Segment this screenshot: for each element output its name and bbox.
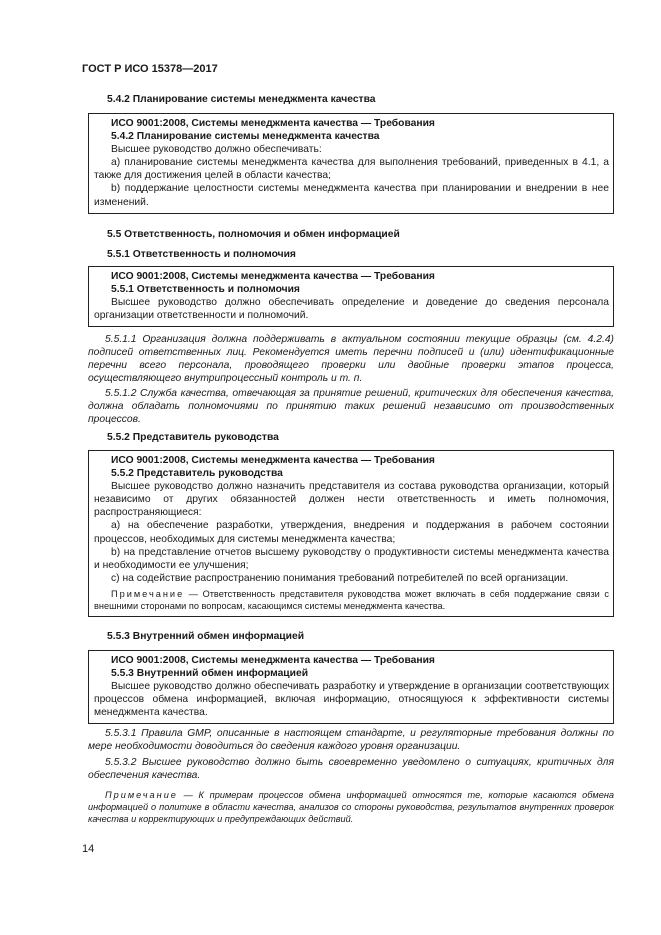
box-paragraph: b) поддержание целостности системы менеджмента качества при планировании и внедрении в нее изменений. [94,183,609,208]
paragraph-5-5-1-2: 5.5.1.2 Служба качества, отвечающая за принятие решений, критических для обеспечения качества, должна обладать полномочиями по принятию таких решений независимо от производственных процессов. [88,388,614,426]
box-standard-ref: ИСО 9001:2008, Системы менеджмента качества — Требования [111,271,435,282]
box-standard-ref: ИСО 9001:2008, Системы менеджмента качества — Требования [111,655,435,666]
box-paragraph: Высшее руководство должно обеспечивать: [111,144,322,156]
iso-quote-box-5-5-1 [88,266,614,327]
iso-quote-box-5-5-3 [88,650,614,724]
note-text: — К примерам процессов обмена информацией относятся те, которые касаются обмена информацией о политике в области качества, анализов со стороны руководства, результатов внутренних проверок качества и корректирующих и предупреждающих действий. [88,790,614,824]
box-clause-title: 5.5.1 Ответственность и полномочия [111,284,300,296]
paragraph-5-5-1-1: 5.5.1.1 Организация должна поддерживать в актуальном состоянии текущие образцы (см. 4.2.4) подписей ответственных лиц. Рекомендуется иметь перечни подписей и (или) идентификационные перечни всего персонала, проводящего проверки или двойные проверки этапов процесса, осуществляющего внутрипроцессный контроль и т. п. [88,334,614,385]
box-paragraph: с) на содействие распространению понимания требований потребителей по всей организации. [111,572,569,584]
box-standard-ref: ИСО 9001:2008, Системы менеджмента качества — Требования [111,118,435,129]
iso-quote-box-5-5-2 [88,450,614,617]
section-5-5-1-title: 5.5.1 Ответственность и полномочия [107,249,296,260]
box-paragraph: Высшее руководство должно обеспечивать разработку и утверждение в организации соответствующих процессов обмена информацией, включая информацию, относящуюся к эффективности системы менеджмента качества. [94,681,609,719]
section-5-5-3-title: 5.5.3 Внутренний обмен информацией [107,631,305,642]
box-paragraph: а) на обеспечение разработки, утверждения, внедрения и поддержания в рабочем состоянии процессов, необходимых для системы менеджмента качества; [94,520,609,545]
box-paragraph: Высшее руководство должно обеспечивать определение и доведение до сведения персонала организации ответственности и полномочий. [94,297,609,322]
note-label: Примечание [105,790,178,800]
box-paragraph: Высшее руководство должно назначить представителя из состава руководства организации, который независимо от других обязанностей должен нести ответственность и иметь полномочия, распространяющиеся: [94,481,609,519]
box-clause-title: 5.4.2 Планирование системы менеджмента качества [111,131,380,143]
paragraph-5-5-3-2: 5.5.3.2 Высшее руководство должно быть своевременно уведомлено о ситуациях, критичных для обеспечения качества. [88,757,614,782]
box-clause-title: 5.5.2 Представитель руководства [111,468,283,480]
note-label: Примечание [111,588,185,599]
box-paragraph: а) планирование системы менеджмента качества для выполнения требований, приведенных в 4.1, а также для достижения целей в области качества; [94,157,609,182]
section-5-5-2-title: 5.5.2 Представитель руководства [107,432,279,443]
page-number: 14 [82,843,95,855]
final-note [88,789,614,825]
iso-quote-box-5-4-2 [88,113,614,214]
box-paragraph: b) на представление отчетов высшему руководству о продуктивности системы менеджмента качества и необходимости ее улучшения; [94,546,609,571]
section-5-4-2-title: 5.4.2 Планирование системы менеджмента качества [107,94,376,105]
box-standard-ref: ИСО 9001:2008, Системы менеджмента качества — Требования [111,455,435,466]
document-header: ГОСТ Р ИСО 15378—2017 [82,63,218,75]
section-5-5-title: 5.5 Ответственность, полномочия и обмен информацией [107,229,400,240]
note-text: — Ответственность представителя руководства может включать в себя поддержание связи с внешними сторонами по вопросам, касающимся системы менеджмента качества. [94,588,609,611]
box-note [94,588,609,612]
box-clause-title: 5.5.3 Внутренний обмен информацией [111,668,309,680]
paragraph-5-5-3-1: 5.5.3.1 Правила GMP, описанные в настоящем стандарте, и регуляторные требования должны по мере необходимости доводиться до сведения каждого уровня организации. [88,728,614,753]
